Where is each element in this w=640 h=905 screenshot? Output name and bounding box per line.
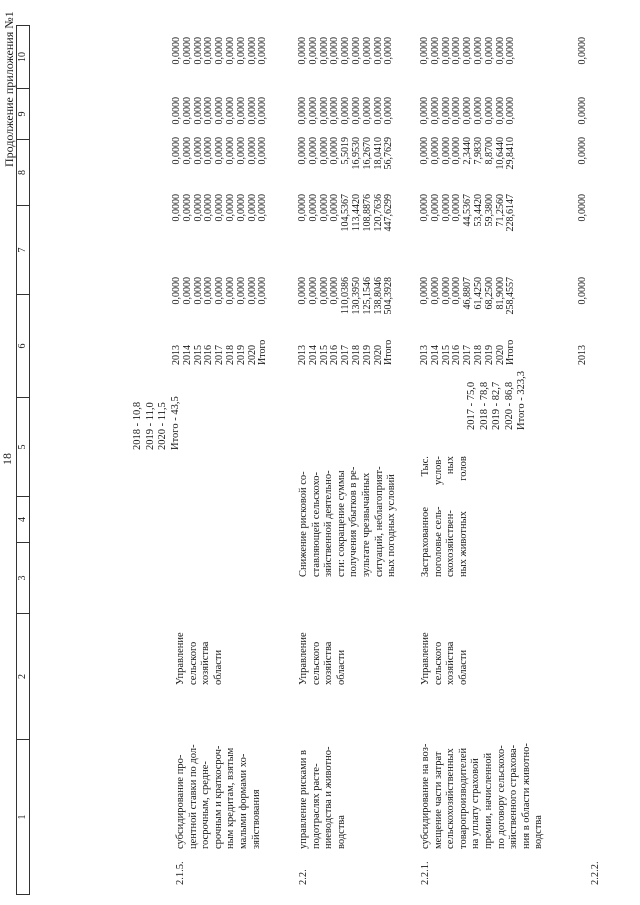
- row-c8-2-1-5: 0,0000 0,0000 0,0000 0,0000 0,0000 0,0000 0,0000 0,0000 0,0000: [171, 137, 269, 165]
- row-years-2-2-2: 2013: [577, 345, 588, 365]
- row-c7-2-2: 0,0000 0,0000 0,0000 0,0000 104,5367 113,4420 108,8876 120,7636 447,6299: [297, 194, 395, 232]
- col-number-4: 4: [17, 497, 30, 543]
- col-number-7: 7: [17, 206, 30, 295]
- row-c6-2-2-2: 0,0000: [577, 277, 588, 305]
- row-executor-2-2: Управление сельского хозяйства области: [298, 632, 347, 685]
- row-c7-2-2-2: 0,0000: [577, 194, 588, 222]
- col-number-9: 9: [17, 89, 30, 140]
- row-c9-2-1-5: 0,0000 0,0000 0,0000 0,0000 0,0000 0,0000 0,0000 0,0000 0,0000: [171, 97, 269, 125]
- col-number-2: 2: [17, 614, 30, 740]
- row-num-2-2-2: 2.2.2.: [590, 861, 601, 885]
- row-c10-2-2: 0,0000 0,0000 0,0000 0,0000 0,0000 0,0000 0,0000 0,0000 0,0000: [297, 37, 395, 65]
- col-number-8: 8: [17, 140, 30, 206]
- col-number-6: 6: [17, 295, 30, 398]
- col-number-3: 3: [17, 543, 30, 614]
- row-c6-2-2: 0,0000 0,0000 0,0000 0,0000 110,0386 130,3950 125,1546 138,8046 504,3928: [297, 277, 395, 315]
- row-unit-2-2-1: Тыс. услов- ных голов: [420, 456, 469, 485]
- row-c7-2-1-5: 0,0000 0,0000 0,0000 0,0000 0,0000 0,0000 0,0000 0,0000 0,0000: [171, 194, 269, 222]
- row-c9-2-2-2: 0,0000: [577, 97, 588, 125]
- row-num-2-2: 2.2.: [298, 869, 309, 885]
- row-c10-2-2-2: 0,0000: [577, 37, 588, 65]
- row-c10-2-2-1: 0,0000 0,0000 0,0000 0,0000 0,0000 0,0000 0,0000 0,0000 0,0000: [419, 37, 517, 65]
- column-number-header: [16, 25, 30, 895]
- row-c8-2-2: 0,0000 0,0000 0,0000 0,0000 5,5019 16,9530 16,2670 18,0410 56,7629: [297, 137, 395, 170]
- row-c8-2-2-1: 0,0000 0,0000 0,0000 0,0000 2,3440 7,9830 8,8700 10,6440 29,8410: [419, 137, 517, 170]
- row-plan-2-2-1: 2017 - 75,0 2018 - 78,8 2019 - 82,7 2020 - 86,8 Итого - 323,3: [466, 371, 528, 430]
- row-plan-2-1-5: 2018 - 10,8 2019 - 11,0 2020 - 11,5 Итого - 43,5: [132, 396, 181, 450]
- row-c6-2-1-5: 0,0000 0,0000 0,0000 0,0000 0,0000 0,0000 0,0000 0,0000 0,0000: [171, 277, 269, 305]
- row-c6-2-2-1: 0,0000 0,0000 0,0000 0,0000 46,8807 61,4250 68,2500 81,9000 258,4557: [419, 277, 517, 315]
- row-years-2-2: 2013 2014 2015 2016 2017 2018 2019 2020 Итого: [297, 339, 395, 365]
- col-number-1: 1: [17, 740, 30, 895]
- row-c9-2-2: 0,0000 0,0000 0,0000 0,0000 0,0000 0,0000 0,0000 0,0000 0,0000: [297, 97, 395, 125]
- row-indicator-2-2: Снижение рисковой со- ставляющей сельскохо- зяйственной деятельно- сти: сокращение суммы получения убытков в ре- зультате чрезвычайных ситуаций, неблагоприят- ных погодных условий: [298, 466, 398, 577]
- col-number-10: 10: [17, 26, 30, 89]
- page-number: 18: [0, 453, 14, 465]
- row-years-2-2-1: 2013 2014 2015 2016 2017 2018 2019 2020 Итого: [419, 339, 517, 365]
- row-num-2-1-5: 2.1.5.: [175, 861, 186, 885]
- row-c9-2-2-1: 0,0000 0,0000 0,0000 0,0000 0,0000 0,0000 0,0000 0,0000 0,0000: [419, 97, 517, 125]
- row-executor-2-2-1: Управление сельского хозяйства области: [420, 632, 469, 685]
- row-c8-2-2-2: 0,0000: [577, 137, 588, 165]
- row-c10-2-1-5: 0,0000 0,0000 0,0000 0,0000 0,0000 0,0000 0,0000 0,0000 0,0000: [171, 37, 269, 65]
- row-name-2-2-1: субсидирование на воз- мещение части затрат сельскохозяйственных товаропроизводителей на уплату страховой премии, начисленной по договору сельскохо- зяйственного страхова- ния в области животно- водства: [420, 743, 545, 849]
- row-name-2-2: управление рисками в подотраслях расте- ниеводства и животно- водства: [298, 746, 347, 849]
- row-c7-2-2-1: 0,0000 0,0000 0,0000 0,0000 44,5367 53,4420 59,3800 71,2560 228,6147: [419, 194, 517, 232]
- row-indicator-2-2-1: Застрахованное поголовье сель- скохозяйствен- ных животных: [420, 506, 469, 577]
- row-name-2-1-5: субсидирование про- центной ставки по дол- госрочным, средне- срочным и краткосроч- ным кредитам, взятым малыми формами хо- зяйствования: [175, 744, 262, 849]
- row-executor-2-1-5: Управление сельского хозяйства области: [175, 632, 224, 685]
- col-number-5: 5: [17, 398, 30, 497]
- row-num-2-2-1: 2.2.1.: [420, 861, 431, 885]
- row-years-2-1-5: 2013 2014 2015 2016 2017 2018 2019 2020 Итого: [171, 339, 269, 365]
- continuation-note: Продолжение приложения №1: [2, 11, 16, 167]
